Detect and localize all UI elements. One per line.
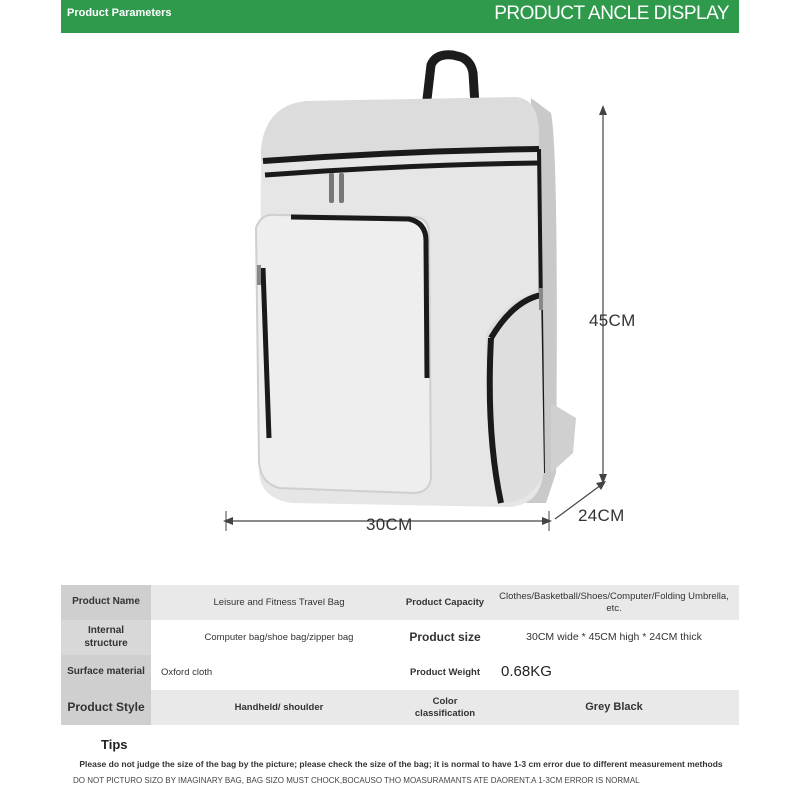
backpack-image: [61, 33, 739, 578]
depth-label: 24CM: [578, 506, 625, 525]
spec-table: [61, 585, 739, 725]
spec-row: [61, 620, 739, 655]
depth-arrow-head: [596, 481, 606, 490]
spec-label: Product Weight: [409, 666, 481, 678]
tips-note-alt: DO NOT PICTURO SIZO BY IMAGINARY BAG, BAG SIZO MUST CHOCK,BOCAUSO THO MOASURAMANTS ATE DAORENT.A 1-3CM ERROR IS NORMAL: [73, 776, 640, 785]
zipper-pull-right: [339, 173, 344, 203]
left-zipper-pull: [257, 265, 261, 285]
spec-value: Computer bag/shoe bag/zipper bag: [204, 631, 354, 643]
tips-note: Please do not judge the size of the bag by the picture; please check the size of the bag; it is normal to have 1-3 cm error due to different measurement methods: [79, 759, 723, 769]
front-pocket: [256, 215, 431, 493]
zipper-pull-left: [329, 173, 334, 203]
spec-row: [61, 690, 739, 725]
spec-label: Surface material: [61, 655, 151, 690]
width-arrow-left: [223, 517, 233, 525]
header-bar: [61, 0, 739, 33]
product-page: [61, 0, 739, 800]
height-label: 45CM: [589, 311, 636, 330]
spec-label: Product size: [409, 630, 481, 644]
spec-value: Oxford cloth: [161, 666, 213, 678]
shoulder-strap-edge: [551, 403, 576, 473]
width-arrow-right: [542, 517, 552, 525]
spec-label: Product Name: [61, 585, 151, 620]
spec-value: Leisure and Fitness Travel Bag: [213, 596, 345, 608]
width-label: 30CM: [366, 515, 413, 534]
spec-label: Product Capacity: [405, 596, 485, 608]
header-right-title: PRODUCT ANCLE DISPLAY: [494, 3, 729, 24]
spec-label: Product Style: [61, 690, 151, 725]
spec-value: Handheld/ shoulder: [234, 701, 324, 713]
spec-value: 0.68KG: [501, 663, 552, 681]
height-arrow-top: [599, 105, 607, 115]
spec-row: [61, 585, 739, 620]
spec-label: Color classification: [414, 695, 476, 719]
side-pocket-pull: [539, 288, 543, 310]
spec-value: Grey Black: [585, 700, 643, 713]
spec-row: [61, 655, 739, 690]
header-left-title: Product Parameters: [67, 7, 172, 19]
spec-value: 30CM wide * 45CM high * 24CM thick: [526, 630, 702, 643]
spec-label: Internal structure: [61, 620, 151, 655]
tips-title: Tips: [101, 737, 128, 752]
product-image-area: [61, 33, 739, 578]
spec-value: Clothes/Basketball/Shoes/Computer/Folding Umbrella, etc.: [499, 590, 729, 614]
